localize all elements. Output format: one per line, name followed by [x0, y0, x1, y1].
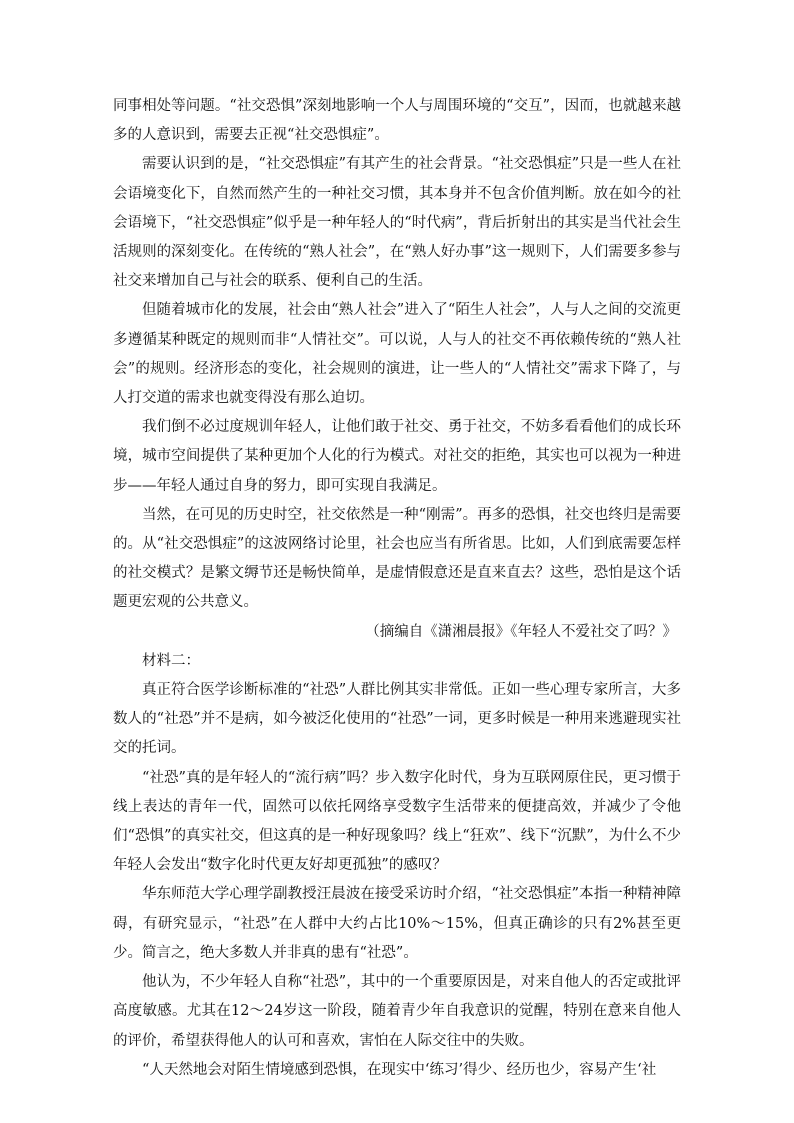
paragraph-truncated: “人天然地会对陌生情境感到恐惧，在现实中‘练习’得少、经历也少，容易产生‘社: [142, 1061, 657, 1078]
document-page: [113, 92, 681, 1085]
paragraph: 他认为，不少年轻人自称“社恐”，其中的一个重要原因是，对来自他人的否定或批评高度敏感。尤其在12～24岁这一阶段，随着青少年自我意识的觉醒，特别在意来自他人的评价，希望获得他人的认可和喜欢，害怕在人际交往中的失败。: [113, 974, 681, 1049]
paragraph: 华东师范大学心理学副教授汪晨波在接受采访时介绍，“社交恐惧症”本指一种精神障碍，有研究显示，“社恐”在人群中大约占比10%～15%，但真正确诊的只有2%甚至更少。简言之，绝大多数人并非真的患有“社恐”。: [113, 886, 681, 961]
source-citation: （摘编自《潇湘晨报》《年轻人不爱社交了吗？》: [365, 623, 677, 640]
paragraph: 真正符合医学诊断标准的“社恐”人群比例其实非常低。正如一些心理专家所言，大多数人的“社恐”并不是病，如今被泛化使用的“社恐”一词，更多时候是一种用来逃避现实社交的托词。: [113, 682, 681, 757]
paragraph: “社恐”真的是年轻人的“流行病”吗？步入数字化时代，身为互联网原住民，更习惯于线上表达的青年一代，固然可以依托网络享受数字生活带来的便捷高效，并减少了令他们“恐惧”的真实社交，但这真的是一种好现象吗？线上“狂欢”、线下“沉默”，为什么不少年轻人会发出“数字化时代更友好却更孤独”的感叹？: [113, 769, 681, 874]
paragraph-continuation: 同事相处等问题。“社交恐惧”深刻地影响一个人与周围环境的“交互”，因而，也就越来越多的人意识到，需要去正视“社交恐惧症”。: [113, 98, 681, 144]
paragraph: 需要认识到的是，“社交恐惧症”有其产生的社会背景。“社交恐惧症”只是一些人在社会语境变化下，自然而然产生的一种社交习惯，其本身并不包含价值判断。放在如今的社会语境下，“社交恐惧症”似乎是一种年轻人的“时代病”，背后折射出的其实是当代社会生活规则的深刻变化。在传统的“熟人社会”，在“熟人好办事”这一规则下，人们需要多参与社交来增加自己与社会的联系、便利自己的生活。: [113, 156, 681, 290]
paragraph: 但随着城市化的发展，社会由“熟人社会”进入了“陌生人社会”，人与人之间的交流更多遵循某种既定的规则而非“人情社交”。可以说，人与人的社交不再依赖传统的“熟人社会”的规则。经济形态的变化，社会规则的演进，让一些人的“人情社交”需求下降了，与人打交道的需求也就变得没有那么迫切。: [113, 302, 681, 407]
paragraph: 当然，在可见的历史时空，社交依然是一种“刚需”。再多的恐惧，社交也终归是需要的。从“社交恐惧症”的这波网络讨论里，社会也应当有所省思。比如，人们到底需要怎样的社交模式？是繁文缛节还是畅快简单，是虚情假意还是直来直去？这些，恐怕是这个话题更宏观的公共意义。: [113, 506, 681, 611]
paragraph: 我们倒不必过度规训年轻人，让他们敢于社交、勇于社交，不妨多看看他们的成长环境，城市空间提供了某种更加个人化的行为模式。对社交的拒绝，其实也可以视为一种进步——年轻人通过自身的努力，即可实现自我满足。: [113, 419, 681, 494]
section-heading: 材料二：: [142, 652, 200, 669]
